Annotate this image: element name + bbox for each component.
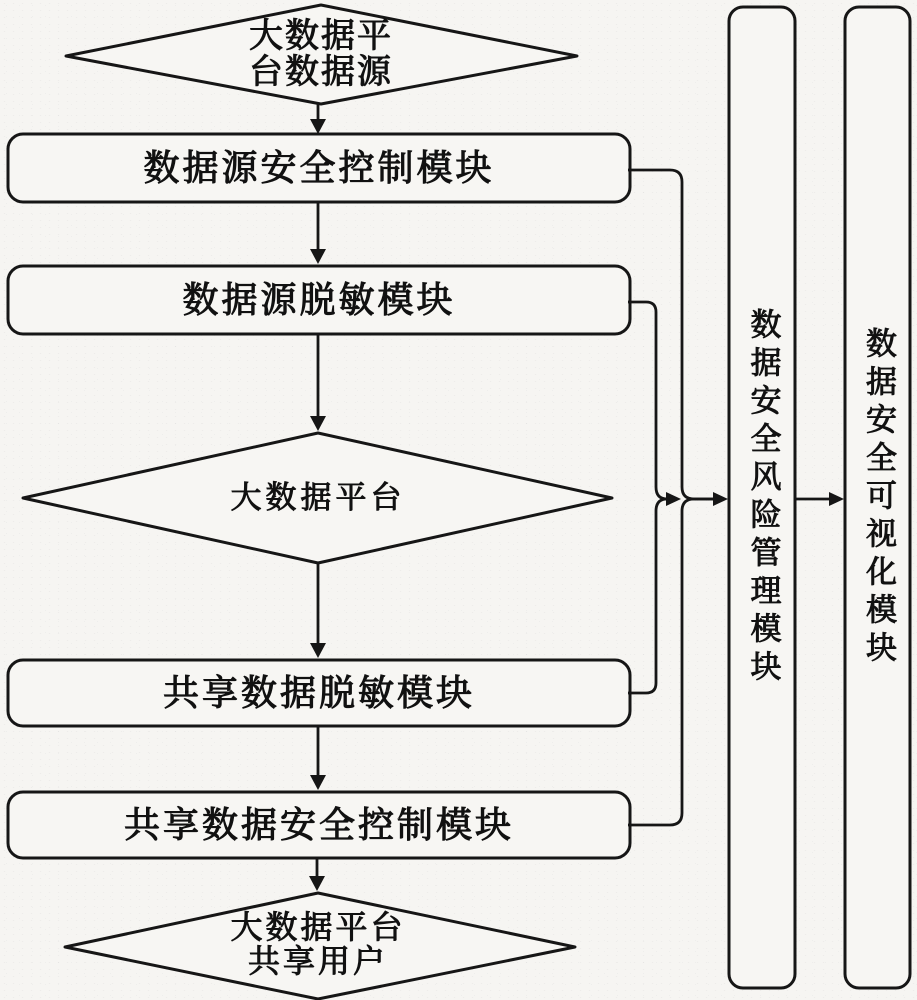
visual-bar-label: 数据安全可视化模块	[860, 326, 896, 669]
source-diamond-shape	[66, 5, 577, 104]
source-masking-shape	[8, 266, 630, 334]
source-control-label: 数据源安全控制模块	[143, 146, 495, 188]
source-control-shape	[8, 134, 630, 202]
user-diamond-line2: 共享用户	[247, 943, 388, 979]
source-diamond-line1: 大数据平	[249, 16, 393, 55]
share-masking-shape	[8, 660, 630, 726]
risk-bar-label: 数据安全风险管理模块	[745, 307, 781, 688]
source-masking-label: 数据源脱敏模块	[182, 278, 456, 320]
visual-bar-shape	[845, 7, 910, 988]
risk-bar-shape	[729, 7, 795, 988]
user-diamond-shape	[65, 893, 575, 999]
source-diamond-line2: 台数据源	[249, 53, 393, 91]
share-control-label: 共享数据安全控制模块	[123, 803, 514, 845]
share-control-shape	[8, 792, 630, 858]
share-masking-label: 共享数据脱敏模块	[162, 671, 475, 713]
platform-diamond-shape	[23, 433, 612, 563]
user-diamond-line1: 大数据平台	[230, 909, 406, 946]
platform-diamond-label: 大数据平台	[230, 479, 406, 515]
